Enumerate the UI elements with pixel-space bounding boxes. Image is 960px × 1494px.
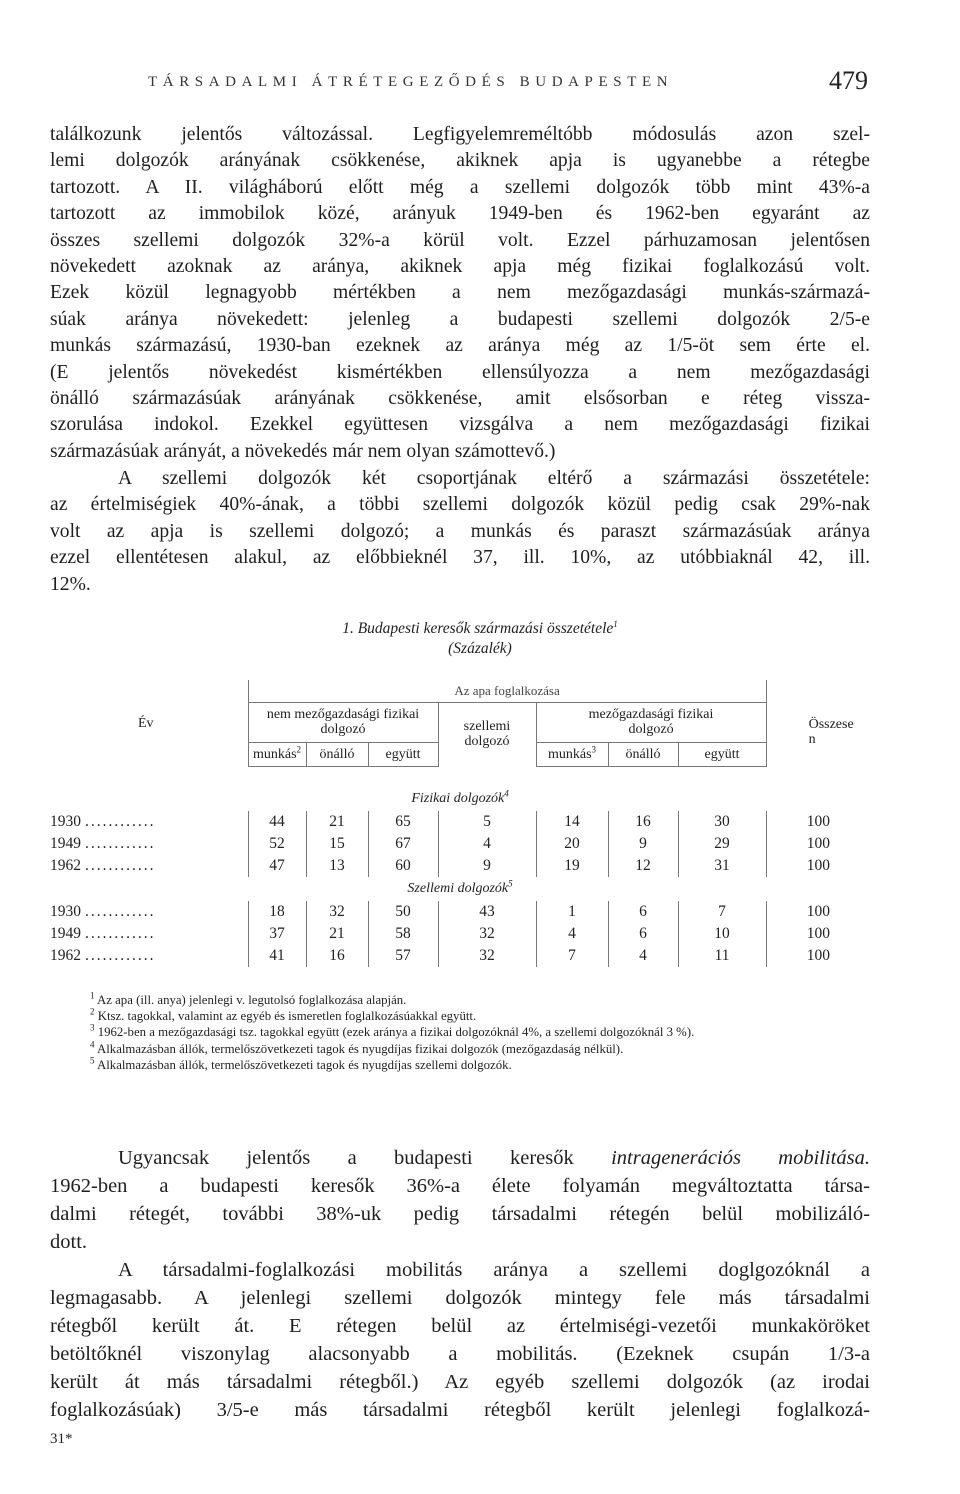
table-row: [50, 945, 870, 967]
leader-dots: ............: [85, 946, 156, 964]
text-line: önálló származásúak arányának csökkenése, amit elsősorban e réteg vissza-: [50, 388, 870, 410]
table-cell: 100: [766, 901, 870, 923]
agri-label: mezőgazdasági fizikai dolgozó: [588, 707, 714, 737]
row-year: [50, 945, 248, 967]
table-cell: 19: [536, 855, 608, 877]
leader-dots: ............: [85, 856, 156, 874]
sub-worker-label: munkás: [252, 746, 297, 762]
table-cell: 1: [536, 901, 608, 923]
table-cell: 67: [368, 833, 438, 855]
row-year: [50, 855, 248, 877]
agri-header: [536, 702, 766, 742]
table-cell: 6: [608, 901, 678, 923]
running-title: TÁRSADALMI ÁTRÉTEGEZŐDÉS BUDAPESTEN: [148, 74, 674, 90]
table-cell: 21: [306, 923, 368, 945]
text-line: [50, 1144, 870, 1172]
table-cell: 31: [678, 855, 766, 877]
col-year-header: Év: [138, 715, 154, 731]
table-cell: 4: [608, 945, 678, 967]
table-cell: 29: [678, 833, 766, 855]
footnote-ref: 2: [296, 743, 302, 754]
text-line: tartozott. A II. világháború előtt még a szellemi dolgozók több mint 43%-a: [50, 176, 870, 198]
signature-mark: 31*: [50, 1431, 73, 1447]
text-line: dalmi rétegét, további 38%-uk pedig társadalmi rétegén belül mobilizáló-: [50, 1203, 870, 1225]
table-cell: 32: [438, 945, 536, 967]
text-line: származásúak arányát, a növekedés már nem olyan számottevő.): [50, 440, 556, 462]
table-cell: 32: [306, 901, 368, 923]
table-cell: 52: [248, 833, 306, 855]
text-line: (E jelentős növekedést kismértékben ellensúlyozza a nem mezőgazdasági: [50, 361, 870, 383]
table-cell: 100: [766, 855, 870, 877]
table-cell: 6: [608, 923, 678, 945]
text-line: találkozunk jelentős változással. Legfigyelemreméltóbb módosulás azon szel-: [50, 124, 870, 145]
table-cell: 9: [608, 833, 678, 855]
page-number: 479: [829, 66, 868, 95]
text-line: növekedett azoknak az aránya, akiknek apja még fizikai foglalkozású volt.: [50, 256, 870, 278]
table-cell: 37: [248, 923, 306, 945]
text-line: 12%.: [50, 573, 91, 595]
footnote-number: 3: [90, 1023, 95, 1034]
mental-header: [438, 702, 536, 766]
table-cell: 16: [306, 945, 368, 967]
year-label: 1949: [50, 924, 81, 942]
table-cell: 44: [248, 811, 306, 833]
footnote-number: 1: [90, 990, 95, 1001]
footnote-2: [50, 1008, 880, 1024]
text-line: az értelmiségiek 40%-ának, a többi szellemi dolgozók közül pedig csak 29%-nak: [50, 494, 870, 516]
table-title: 1. Budapesti keresők származási összetétele: [342, 620, 614, 637]
table-cell: 20: [536, 833, 608, 855]
text-fragment: Ugyancsak jelentős a budapesti keresők: [118, 1147, 612, 1169]
table-row: [50, 855, 870, 877]
table-cell: 32: [438, 923, 536, 945]
table-cell: 4: [438, 833, 536, 855]
text-line: rétegből került át. E rétegen belül az értelmiségi-vezetői munkaköröket: [50, 1315, 870, 1337]
footnote-text: Alkalmazásban állók, termelőszövetkezeti tagok és nyugdíjas szellemi dolgozók.: [97, 1057, 512, 1072]
footnote-number: 4: [90, 1039, 95, 1050]
paragraph-1: [50, 122, 870, 465]
leader-dots: ............: [85, 924, 156, 942]
father-occupation-header: Az apa foglalkozása: [248, 680, 766, 702]
table-cell: 9: [438, 855, 536, 877]
table-cell: 100: [766, 945, 870, 967]
table-cell: 12: [608, 855, 678, 877]
year-label: 1930: [50, 902, 81, 920]
row-year: [50, 833, 248, 855]
table-cell: 57: [368, 945, 438, 967]
sub-indep-header: önálló: [306, 742, 368, 766]
text-line: A társadalmi-foglalkozási mobilitás aránya a szellemi doglgozóknál a: [118, 1259, 870, 1281]
table-cell: 60: [368, 855, 438, 877]
footnote-5: [50, 1057, 880, 1073]
text-line: A szellemi dolgozók két csoportjának eltérő a származási összetétele:: [118, 468, 870, 489]
text-line: munkás származású, 1930-ban ezeknek az aránya még az 1/5-öt sem érte el.: [50, 335, 870, 357]
nonagri-label: nem mezőgazdasági fizikai dolgozó: [266, 707, 420, 737]
footnote-ref: 4: [504, 787, 509, 798]
row-year: [50, 923, 248, 945]
text-line: volt az apja is szellemi dolgozó; a munkás és paraszt származásúak aránya: [50, 520, 870, 542]
table-cell: 50: [368, 901, 438, 923]
section-label-physical: [50, 787, 870, 811]
table-cell: 11: [678, 945, 766, 967]
leader-dots: ............: [85, 812, 156, 830]
year-label: 1930: [50, 812, 81, 830]
footnote-text: 1962-ben a mezőgazdasági tsz. tagokkal együtt (ezek aránya a fizikai dolgozóknál 4%, a szellemi dolgozóknál 3 %).: [97, 1025, 695, 1040]
table-cell: 18: [248, 901, 306, 923]
leader-dots: ............: [85, 834, 156, 852]
sub-worker-agri-label: munkás: [547, 746, 592, 762]
table-cell: 7: [678, 901, 766, 923]
table-cell: 7: [536, 945, 608, 967]
row-year: [50, 811, 248, 833]
table-cell: 100: [766, 833, 870, 855]
text-line: Ezek közül legnagyobb mértékben a nem mezőgazdasági munkás-származá-: [50, 282, 870, 304]
table-cell: 100: [766, 811, 870, 833]
year-label: 1962: [50, 856, 81, 874]
emphasis-text: intragenerációs mobilitása.: [611, 1147, 870, 1169]
table-cell: 10: [678, 923, 766, 945]
text-line: került át más társadalmi rétegből.) Az egyéb szellemi dolgozók (az irodai: [50, 1371, 870, 1393]
table-cell: 13: [306, 855, 368, 877]
origin-table: [50, 680, 870, 967]
sub-worker-header: [248, 742, 306, 766]
text-line: szorulása indokol. Ezekkel együttesen vizsgálva a nem mezőgazdasági fizikai: [50, 414, 870, 436]
paragraph-3: [50, 1144, 870, 1256]
text-line: foglalkozásúak) 3/5-e más társadalmi rétegből került jelenlegi foglalkozá-: [50, 1399, 870, 1421]
text-line: legmagasabb. A jelenlegi szellemi dolgozók mintegy fele más társadalmi: [50, 1287, 870, 1309]
text-line: összes szellemi dolgozók 32%-a körül volt. Ezzel párhuzamosan jelentősen: [50, 229, 870, 251]
footnote-ref: 1: [613, 618, 618, 629]
footnote-text: Az apa (ill. anya) jelenlegi v. legutolsó foglalkozása alapján.: [97, 993, 407, 1007]
section-label-text: Szellemi dolgozók: [407, 880, 509, 896]
table-row: [50, 833, 870, 855]
footnote-ref: 3: [591, 743, 597, 754]
text-line: lemi dolgozók arányának csökkenése, akiknek apja is ugyanebbe a rétegbe: [50, 150, 870, 172]
table-cell: 43: [438, 901, 536, 923]
table-unit: [0, 640, 960, 658]
table-cell: 21: [306, 811, 368, 833]
table-cell: 30: [678, 811, 766, 833]
year-label: 1949: [50, 834, 81, 852]
footnote-ref: 5: [508, 877, 513, 888]
running-head: [148, 66, 868, 98]
footnote-text: Alkalmazásban állók, termelőszövetkezeti tagok és nyugdíjas fizikai dolgozók (mezőgazdaság nélkül).: [97, 1041, 624, 1056]
table-cell: 41: [248, 945, 306, 967]
total-label: Összesen: [808, 717, 854, 747]
table-row: [50, 901, 870, 923]
text-line: betöltőknél viszonylag alacsonyabb a mobilitás. (Ezeknek csupán 1/3-a: [50, 1343, 870, 1365]
mental-label: szellemi dolgozó: [463, 719, 511, 750]
footnote-number: 5: [90, 1055, 95, 1066]
footnote-text: Ktsz. tagokkal, valamint az egyéb és ismeretlen foglalkozásúakkal együtt.: [97, 1009, 477, 1024]
text-line: dott.: [50, 1231, 88, 1253]
text-line: ezzel ellentétesen alakul, az előbbieknél 37, ill. 10%, az utóbbiaknál 42, ill.: [50, 547, 870, 569]
row-year: [50, 901, 248, 923]
table-row: [50, 811, 870, 833]
table-cell: 15: [306, 833, 368, 855]
nonagri-header: [248, 702, 438, 742]
table-cell: 4: [536, 923, 608, 945]
footnotes: [50, 992, 880, 1073]
table-cell: 100: [766, 923, 870, 945]
section-label-mental: [50, 877, 870, 901]
year-label: 1962: [50, 946, 81, 964]
footnote-1: [50, 992, 880, 1008]
table-row: [50, 923, 870, 945]
table-cell: 47: [248, 855, 306, 877]
table-cell: 65: [368, 811, 438, 833]
text-line: súak aránya növekedett: jelenleg a budapesti szellemi dolgozók 2/5-e: [50, 308, 870, 330]
table-unit-label: (Százalék): [448, 640, 512, 657]
table-caption: [0, 620, 960, 638]
leader-dots: ............: [85, 902, 156, 920]
table-cell: 5: [438, 811, 536, 833]
paragraph-4: [50, 1256, 870, 1424]
table-cell: 58: [368, 923, 438, 945]
sub-worker-agri-header: [536, 742, 608, 766]
paragraph-2: [50, 466, 870, 598]
footnote-4: [50, 1041, 880, 1057]
table-cell: 16: [608, 811, 678, 833]
footnote-number: 2: [90, 1006, 95, 1017]
total-header: [766, 680, 870, 766]
text-line: tartozott az immobilok közé, arányuk 1949-ben és 1962-ben egyaránt az: [50, 203, 870, 225]
footnote-3: [50, 1024, 880, 1040]
sub-together-agri-header: együtt: [678, 742, 766, 766]
sub-together-header: együtt: [368, 742, 438, 766]
section-label-text: Fizikai dolgozók: [411, 790, 505, 806]
sub-indep-agri-header: önálló: [608, 742, 678, 766]
table-cell: 14: [536, 811, 608, 833]
text-line: 1962-ben a budapesti keresők 36%-a élete folyamán megváltoztatta társa-: [50, 1175, 870, 1197]
